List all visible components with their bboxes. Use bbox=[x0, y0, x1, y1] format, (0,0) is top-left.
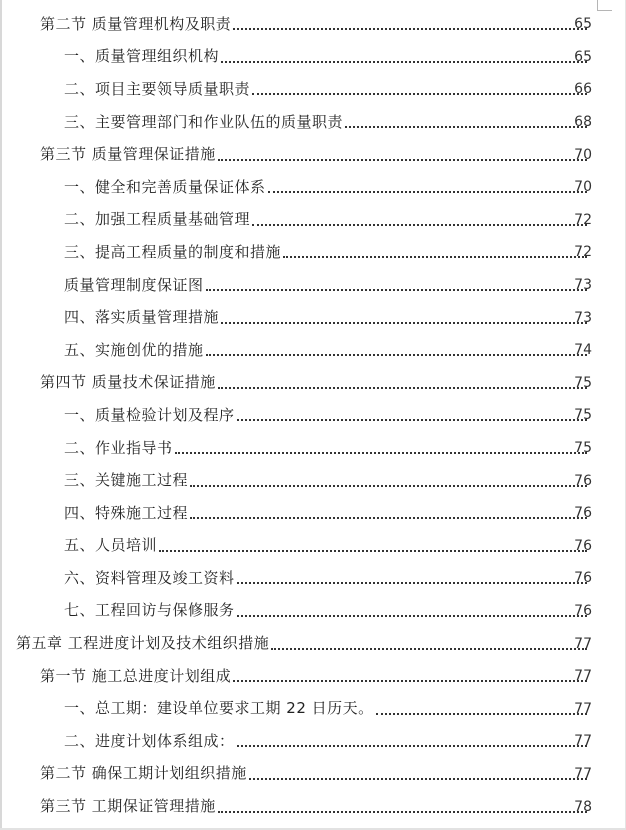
toc-entry[interactable] bbox=[0, 204, 626, 237]
toc-entry[interactable] bbox=[0, 627, 626, 660]
toc-entry-title[interactable]: 第五章 工程进度计划及技术组织措施 bbox=[16, 634, 270, 653]
toc-entry[interactable] bbox=[0, 41, 626, 74]
toc-entry-title[interactable]: 第三节 质量管理保证措施 bbox=[40, 145, 216, 164]
toc-entry-title[interactable]: 二、进度计划体系组成： bbox=[64, 731, 235, 750]
toc-page-number: 65 bbox=[574, 48, 592, 65]
toc-page-number: 75 bbox=[574, 440, 592, 457]
toc-page-number: 75 bbox=[574, 407, 592, 424]
toc-page-number: 72 bbox=[574, 244, 592, 261]
toc-entry-title[interactable]: 三、提高工程质量的制度和措施 bbox=[64, 242, 282, 261]
toc-entry[interactable] bbox=[0, 790, 626, 823]
toc-entry-title[interactable]: 六、资料管理及竣工资料 bbox=[64, 568, 235, 587]
toc-page-number: 75 bbox=[574, 374, 592, 391]
toc-page-number: 65 bbox=[574, 16, 592, 33]
toc-entry-title[interactable]: 第四节 质量技术保证措施 bbox=[40, 373, 216, 392]
table-of-contents bbox=[0, 8, 626, 823]
toc-page-number: 76 bbox=[574, 570, 592, 587]
toc-entry[interactable] bbox=[0, 562, 626, 595]
toc-entry-title[interactable]: 第二节 质量管理机构及职责 bbox=[40, 14, 232, 33]
toc-dot-leader bbox=[190, 473, 587, 489]
toc-dot-leader bbox=[218, 375, 587, 391]
toc-entry-title[interactable]: 七、工程回访与保修服务 bbox=[64, 601, 235, 620]
toc-entry[interactable] bbox=[0, 367, 626, 400]
toc-dot-leader bbox=[283, 244, 587, 260]
toc-entry[interactable] bbox=[0, 106, 626, 139]
toc-dot-leader bbox=[159, 538, 587, 554]
toc-page-number: 77 bbox=[574, 733, 592, 750]
toc-entry-title[interactable]: 四、特殊施工过程 bbox=[64, 503, 189, 522]
toc-dot-leader bbox=[249, 766, 587, 782]
toc-entry[interactable] bbox=[0, 758, 626, 791]
toc-entry-title[interactable]: 二、作业指导书 bbox=[64, 438, 173, 457]
toc-dot-leader bbox=[345, 114, 587, 130]
toc-dot-leader bbox=[376, 701, 587, 717]
toc-entry[interactable] bbox=[0, 530, 626, 563]
toc-entry-title[interactable]: 第一节 施工总进度计划组成 bbox=[40, 666, 232, 685]
toc-entry-title[interactable]: 四、落实质量管理措施 bbox=[64, 308, 220, 327]
toc-entry[interactable] bbox=[0, 171, 626, 204]
toc-dot-leader bbox=[271, 636, 587, 652]
toc-entry[interactable] bbox=[0, 725, 626, 758]
toc-dot-leader bbox=[190, 505, 587, 521]
toc-dot-leader bbox=[268, 179, 587, 195]
toc-entry[interactable] bbox=[0, 8, 626, 41]
toc-entry[interactable] bbox=[0, 692, 626, 725]
toc-dot-leader bbox=[233, 668, 587, 684]
toc-entry-title[interactable]: 五、实施创优的措施 bbox=[64, 340, 204, 359]
toc-entry-title[interactable]: 质量管理制度保证图 bbox=[64, 275, 204, 294]
toc-page-number: 76 bbox=[574, 472, 592, 489]
toc-entry[interactable] bbox=[0, 334, 626, 367]
toc-entry[interactable] bbox=[0, 497, 626, 530]
toc-dot-leader bbox=[233, 16, 587, 32]
toc-entry[interactable] bbox=[0, 595, 626, 628]
toc-dot-leader bbox=[237, 603, 587, 619]
toc-page-number: 68 bbox=[574, 114, 592, 131]
toc-entry-title[interactable]: 一、健全和完善质量保证体系 bbox=[64, 177, 266, 196]
toc-page-number: 73 bbox=[574, 309, 592, 326]
toc-page-number: 72 bbox=[574, 211, 592, 228]
toc-entry-title[interactable]: 二、加强工程质量基础管理 bbox=[64, 210, 251, 229]
toc-page-number: 66 bbox=[574, 81, 592, 98]
toc-entry[interactable] bbox=[0, 138, 626, 171]
toc-page-number: 76 bbox=[574, 602, 592, 619]
toc-dot-leader bbox=[221, 310, 587, 326]
toc-page-number: 70 bbox=[574, 146, 592, 163]
toc-dot-leader bbox=[206, 342, 587, 358]
toc-entry[interactable] bbox=[0, 432, 626, 465]
toc-dot-leader bbox=[206, 277, 587, 293]
toc-entry[interactable] bbox=[0, 269, 626, 302]
toc-dot-leader bbox=[221, 49, 587, 65]
toc-entry-title[interactable]: 一、总工期：建设单位要求工期 22 日历天。 bbox=[64, 699, 374, 718]
toc-dot-leader bbox=[252, 81, 587, 97]
toc-entry[interactable] bbox=[0, 399, 626, 432]
toc-page-number: 74 bbox=[574, 342, 592, 359]
toc-page-number: 78 bbox=[574, 798, 592, 815]
toc-dot-leader bbox=[252, 212, 587, 228]
toc-dot-leader bbox=[237, 407, 587, 423]
toc-entry-title[interactable]: 第二节 确保工期计划组织措施 bbox=[40, 764, 247, 783]
toc-entry[interactable] bbox=[0, 73, 626, 106]
toc-page-number: 70 bbox=[574, 179, 592, 196]
toc-entry[interactable] bbox=[0, 236, 626, 269]
toc-page-number: 76 bbox=[574, 505, 592, 522]
toc-entry-title[interactable]: 第三节 工期保证管理措施 bbox=[40, 797, 216, 816]
toc-dot-leader bbox=[237, 570, 587, 586]
toc-page-number: 73 bbox=[574, 277, 592, 294]
toc-page-number: 77 bbox=[574, 668, 592, 685]
toc-page-number: 77 bbox=[574, 765, 592, 782]
toc-dot-leader bbox=[218, 147, 587, 163]
toc-entry-title[interactable]: 一、质量检验计划及程序 bbox=[64, 405, 235, 424]
toc-entry-title[interactable]: 三、关键施工过程 bbox=[64, 471, 189, 490]
toc-entry[interactable] bbox=[0, 301, 626, 334]
toc-dot-leader bbox=[218, 799, 587, 815]
toc-entry-title[interactable]: 三、主要管理部门和作业队伍的质量职责 bbox=[64, 112, 344, 131]
toc-entry[interactable] bbox=[0, 464, 626, 497]
toc-entry-title[interactable]: 二、项目主要领导质量职责 bbox=[64, 79, 251, 98]
toc-entry[interactable] bbox=[0, 660, 626, 693]
toc-dot-leader bbox=[175, 440, 587, 456]
toc-entry-title[interactable]: 五、人员培训 bbox=[64, 536, 158, 555]
toc-page-number: 77 bbox=[574, 700, 592, 717]
toc-dot-leader bbox=[237, 733, 587, 749]
toc-page-number: 76 bbox=[574, 537, 592, 554]
toc-page-number: 77 bbox=[574, 635, 592, 652]
toc-entry-title[interactable]: 一、质量管理组织机构 bbox=[64, 47, 220, 66]
